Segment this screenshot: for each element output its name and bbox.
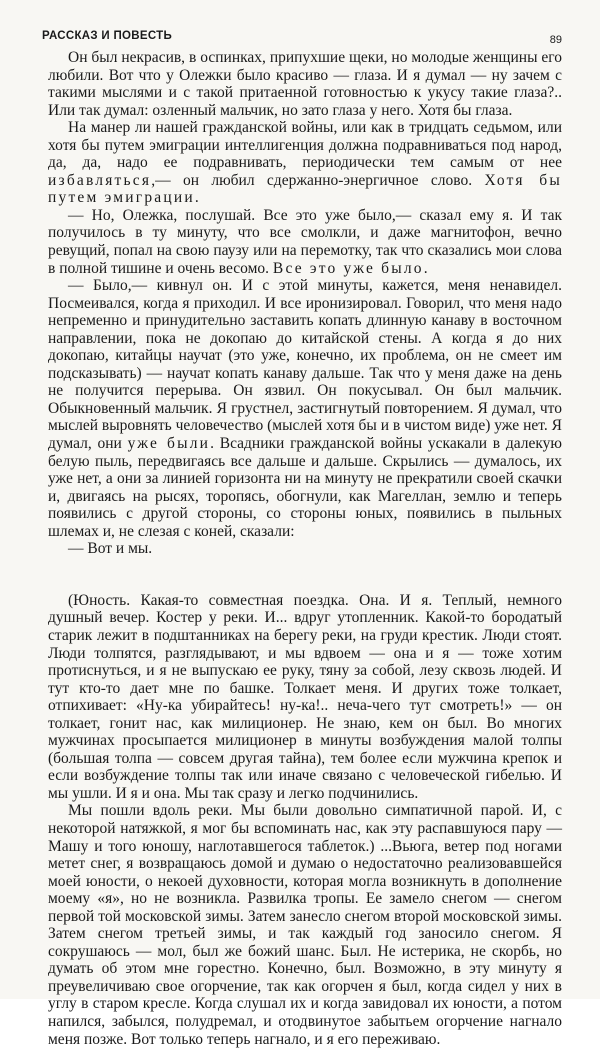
body-text xyxy=(48,49,562,1048)
running-head: РАССКАЗ И ПОВЕСТЬ xyxy=(42,30,173,42)
paragraph-2-text: На манер ли нашей гражданской войны, или как в тридцать седьмом, или хотя бы путем эмиграции интеллигенция должна подравниваться под народ, да, да, надо ее подравнивать, периодически тем самым от нее xyxy=(48,119,562,172)
paragraph-7: Мы пошли вдоль реки. Мы были довольно симпатичной парой. И, с некоторой натяжкой, я мог бы вспоминать нас, как эту распавшуюся пару — Машу и того юношу, наглотавшегося таблеток.) ...Вьюга, ветер под ногами метет снег, я возвращаюсь домой и думаю о недостаточно реализовавшейся моей юности, о некоей духовности, которая могла возникнуть в дополнение моему «я», но не возникла. Развилка тропы. Ее замело снегом — снегом первой той московской зимы. Затем занесло снегом второй московской зимы. Затем снегом третьей зимы, и так каждый год заносило снегом. Я сокрушаюсь — мол, был же божий шанс. Был. Не истерика, не скорбь, но думать об этом мне горестно. Конечно, был. Возможно, в эту минуту я преувеличиваю свое огорчение, так как огорчен я был, когда сидел у них в углу в старом кресле. Когда слушал их и когда завидовал их юности, а потом напился, забылся, полудремал, и отодвинутое забытьем огорчение нагнало меня позже. Вот только теперь нагнало, и я его переживаю. xyxy=(48,802,562,1048)
paragraph-3-text: — Но, Олежка, послушай. Все это уже было,— сказал ему я. И так получилось в ту минуту, что все смолкли, и даже магнитофон, вечно ревущий, попал на свою паузу или на перемотку, так что сказались мои слова в полной тишине и очень весомо. xyxy=(48,206,562,277)
paragraph-4 xyxy=(48,277,562,540)
paragraph-1: Он был некрасив, в оспинках, припухшие щеки, но молодые женщины его любили. Вот что у Олежки было красиво — глаза. И я думал — ну зачем с такими мыслями и с такой притаенной готовностью к укусу такие глаза?.. Или так думал: озленный мальчик, но зато глаза у него. Хотя бы глаза. xyxy=(48,49,562,119)
paragraph-3 xyxy=(48,207,562,277)
page-header xyxy=(38,30,562,48)
page-number: 89 xyxy=(549,34,562,46)
paragraph-4-rest: . Всадники гражданской войны ускакали в далекую белую пыль, передвигаясь все дальше и дальше. Скрылись — думалось, их уже нет, а они за линией горизонта ни на минуту не прекратили своей скачки и, двигаясь на рысях, торопясь, обогнули, как Магеллан, землю и теперь появились с другой стороны, со стороны юных, появились в пыльных шлемах и, не слезая с коней, сказали: xyxy=(48,435,562,540)
spaced-phrase-vse-eto-uzhe-bylo: Все это уже было. xyxy=(272,259,430,277)
spaced-phrase-uzhe-byli: уже были xyxy=(127,435,211,453)
paragraph-2 xyxy=(48,119,562,207)
paragraph-6: (Юность. Какая-то совместная поездка. Она. И я. Теплый, немного душный вечер. Костер у реки. И... вдруг утопленник. Какой-то бородатый старик лежит в подштанниках на берегу реки, на груди крестик. Люди стоят. Люди толпятся, разглядывают, и мы вдвоем — она и я — тоже хотим протиснуться, и я не выпускаю ее руку, тяну за собой, лезу сквозь людей. И тут кто-то дает мне по башке. Толкает меня. И других тоже толкает, отпихивает: «Ну-ка убирайтесь! ну-ка!.. неча-чего тут смотреть!» — он толкает, гонит нас, как милиционер. Не знаю, кем он был. Во многих мужчинах просыпается милиционер в минуты возбуждения малой толпы (большая толпа — совсем другая тайна), тем более если мужчина крепок и если возбуждение толпы так или иначе связано с человеческой гибелью. И мы ушли. И я и она. Мы так сразу и легко подчинились. xyxy=(48,591,562,802)
paragraph-2-middle: ,— он любил сдержанно-энергичное слово. xyxy=(151,171,485,189)
paragraph-5: — Вот и мы. xyxy=(68,540,153,558)
spaced-word-izbavlyatsya: избавляться xyxy=(48,171,152,189)
paragraph-4-text: — Было,— кивнул он. И с этой минуты, кажется, меня ненавидел. Посмеивался, когда я приходил. И все иронизировал. Говорил, что меня надо непременно и принудительно заставить копать длинную канаву в восточном направлении, пока не докопаю до китайской стены. А когда я до них докопаю, китайцы научат (это уже, конечно, их проблема, он не смеет им подсказывать) — научат копать канаву дальше. Так что у меня даже на день не получится перерыва. Он язвил. Он покусывал. Он был мальчик. Обыкновенный мальчик. Я грустнел, застигнутый повторением. Я думал, что мыслей выровнять человечество (мыслей хотя бы и в чистом виде) уже нет. Я думал, они xyxy=(48,277,562,453)
spaced-phrase-emigration: Хотя бы путем эмиграции. xyxy=(48,171,562,207)
section-gap xyxy=(48,558,562,592)
